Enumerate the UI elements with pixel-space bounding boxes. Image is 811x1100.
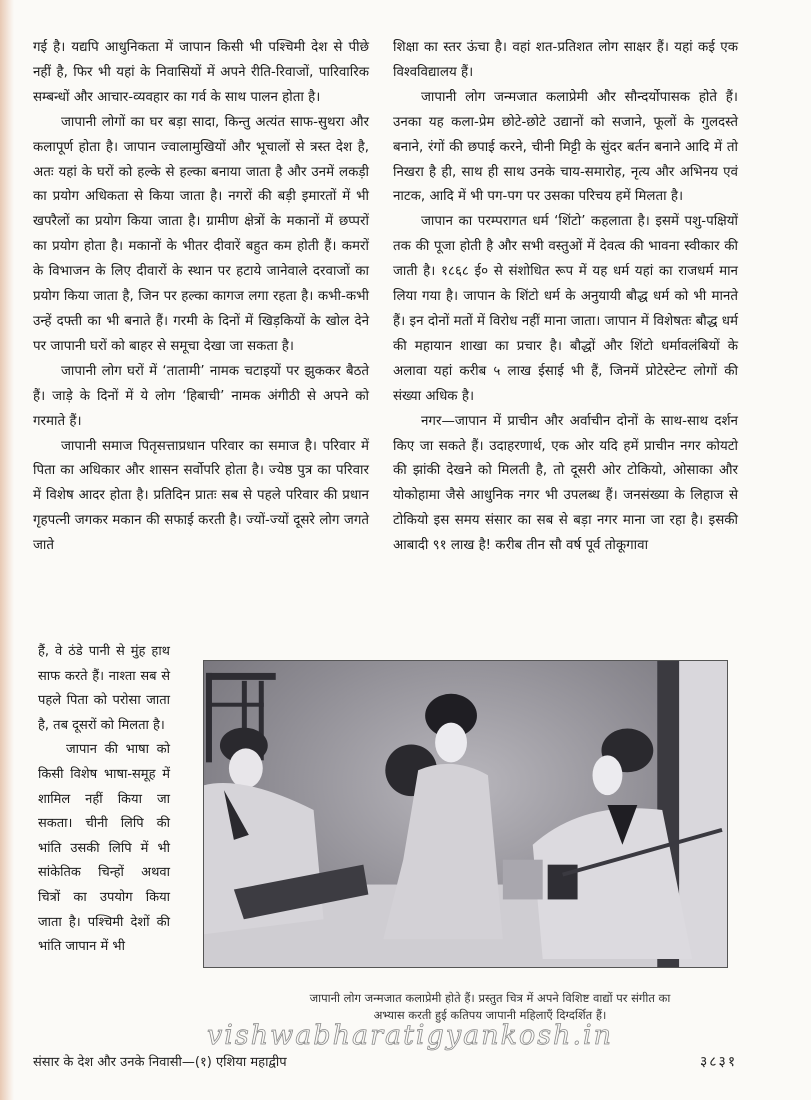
caption-line: अभ्यास करती हुई कतिपय जापानी महिलाएँ दिग्दर्शित हैं। bbox=[373, 1008, 607, 1022]
paragraph: गई है। यद्यपि आधुनिकता में जापान किसी भी पश्चिमी देश से पीछे नहीं है, फिर भी यहां के निवासियों में अपने रीति-रिवाजों, पारिवारिक सम्बन्धों और आचार-व्यवहार का गर्व के साथ पालन होता है। bbox=[33, 40, 369, 105]
paragraph: जापानी लोग जन्मजात कलाप्रेमी और सौन्दर्योपासक होते हैं। उनका यह कला-प्रेम छोटे-छोटे उद्यानों को सजाने, फूलों के गुलदस्ते बनाने, रंगों की छपाई करने, चीनी मिट्टी के सुंदर बर्तन बनाने आदि में तो निखरा है ही, साथ ही साथ उनके चाय-समारोह, नृत्य और अभिनय एवं नाटक, आदि में भी पग-पग पर उसका परिचय हमें मिलता है। bbox=[393, 89, 738, 205]
photo-japanese-musicians bbox=[203, 660, 728, 968]
paragraph: हैं, वे ठंडे पानी से मुंह हाथ साफ करते हैं। नाश्ता सब से पहले पिता को परोसा जाता है, तब दूसरों को मिलता है। bbox=[38, 644, 170, 733]
woman-middle bbox=[383, 694, 503, 939]
paragraph: जापानी लोग घरों में ‘तातामी’ नामक चटाइयों पर झुककर बैठते हैं। जाड़े के दिनों में ये लोग ‘हिबाची’ नामक अंगीठी से अपने को गरमाते हैं। bbox=[33, 363, 369, 429]
photo-illustration bbox=[204, 661, 727, 967]
watermark: vishwabharatigyankosh.in bbox=[206, 1020, 614, 1051]
mat bbox=[503, 860, 543, 900]
side-panel bbox=[679, 661, 727, 967]
paragraph: जापान की भाषा को किसी विशेष भाषा-समूह में शामिल नहीं किया जा सकता। चीनी लिपि की भांति उसकी लिपि में भी सांकेतिक चिन्हों अथवा चित्रों का उपयोग किया जाता है। पश्चिमी देशों की भांति जापान में भी bbox=[38, 742, 170, 955]
narrow-column bbox=[38, 640, 170, 960]
paragraph: जापानी लोगों का घर बड़ा सादा, किन्तु अत्यंत साफ-सुथरा और कलापूर्ण होता है। जापान ज्वालामुखियों और भूचालों से त्रस्त देश है, अतः यहां के घरों को हल्के से हल्का बनाया जाता है और उनमें लकड़ी का प्रयोग अधिकता से किया जाता है। नगरों की बड़ी इमारतों में भी खपरैलों का प्रयोग किया जाता है। ग्रामीण क्षेत्रों के मकानों में छप्परों का प्रयोग होता है। मकानों के भीतर दीवारें बहुत कम होती हैं। कमरों के विभाजन के लिए दीवारों के स्थान पर हटाये जानेवाले दरवाजों का प्रयोग किया जाता है, जिन पर हल्का कागज लगा रहता है। कभी-कभी उन्हें दफ्ती का भी बनाते हैं। गरमी के दिनों में खिड़कियों के खोल देने पर जापानी घरों को बाहर से समूचा देखा जा सकता है। bbox=[33, 114, 369, 354]
page-edge-shadow bbox=[0, 0, 14, 1100]
paragraph: जापान का परम्परागत धर्म ‘शिंटो’ कहलाता है। इसमें पशु-पक्षियों तक की पूजा होती है और सभी वस्तुओं में देवत्व की भावना स्वीकार की जाती है। १८६८ ई० से संशोधित रूप में यह धर्म यहां का राजधर्म मान लिया गया है। जापान के शिंटो धर्म के अनुयायी बौद्ध धर्म को भी मानते हैं। इन दोनों मतों में विरोध नहीं माना जाता। जापान में विशेषतः बौद्ध धर्म की महायान शाखा का प्रचार है। बौद्धों और शिंटो धर्मावलंबियों के अलावा यहां करीब ५ लाख ईसाई भी हैं, जिनमें प्रोटेस्टेन्ट लोगों की संख्या अधिक है। bbox=[393, 214, 738, 404]
photo-caption bbox=[200, 990, 780, 1024]
paragraph: नगर—जापान में प्राचीन और अर्वाचीन दोनों के साथ-साथ दर्शन किए जा सकते हैं। उदाहरणार्थ, एक ओर यदि हमें प्राचीन नगर कोयटो की झांकी देखने को मिलती है, तो दूसरी ओर टोकियो, ओसाका और योकोहामा जैसे आधुनिक नगर भी उपलब्ध हैं। जनसंख्या के लिहाज से टोकियो इस समय संसार का सब से बड़ा नगर माना जा रहा है। इसकी आबादी ९१ लाख है! करीब तीन सौ वर्ष पूर्व तोकूगावा bbox=[393, 413, 738, 554]
running-footer: संसार के देश और उनके निवासी—(१) एशिया महाद्वीप bbox=[33, 1055, 287, 1070]
right-column bbox=[393, 36, 738, 559]
caption-line: जापानी लोग जन्मजात कलाप्रेमी होते हैं। प्रस्तुत चित्र में अपने विशिष्ट वाद्यों पर संगीत का bbox=[309, 991, 671, 1005]
page-number: ३८३१ bbox=[700, 1054, 738, 1070]
paragraph: जापानी समाज पितृसत्ताप्रधान परिवार का समाज है। परिवार में पिता का अधिकार और शासन सर्वोपरि होता है। ज्येष्ठ पुत्र का परिवार में विशेष आदर होता है। प्रतिदिन प्रातः सब से पहले परिवार की प्रधान गृहपत्नी जगकर मकान की सफाई करती है। ज्यों-ज्यों दूसरे लोग जगते जाते bbox=[33, 438, 369, 554]
paragraph: शिक्षा का स्तर ऊंचा है। वहां शत-प्रतिशत लोग साक्षर हैं। यहां कई एक विश्वविद्यालय हैं। bbox=[393, 40, 738, 80]
left-column bbox=[33, 36, 369, 559]
